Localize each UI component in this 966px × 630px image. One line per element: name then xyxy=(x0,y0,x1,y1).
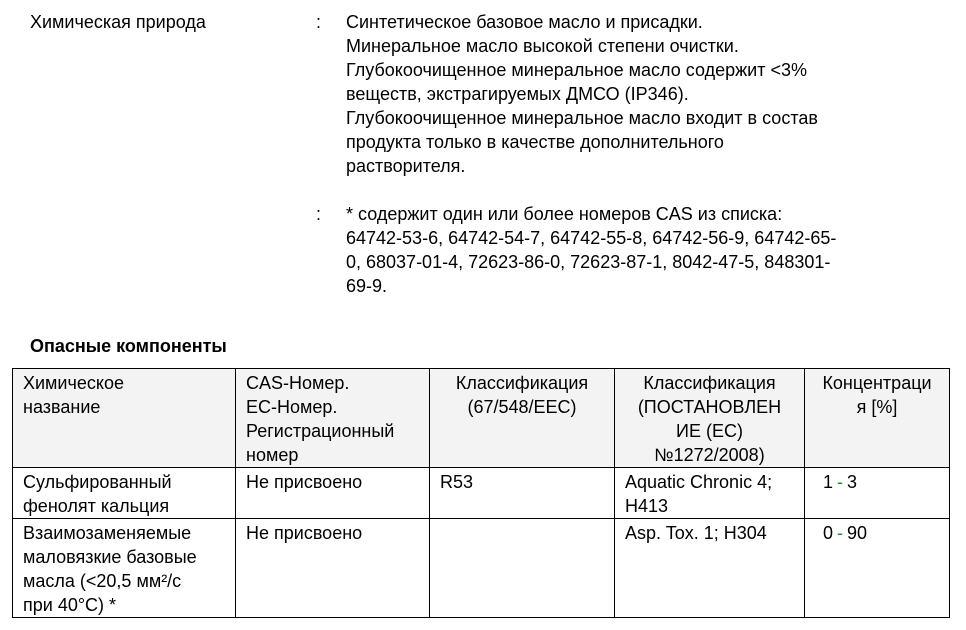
header-classification-eec: Классификация (67/548/EEC) xyxy=(430,369,615,468)
description-line: Минеральное масло высокой степени очистки. xyxy=(346,36,739,56)
cell-classification-eec: R53 xyxy=(430,468,615,519)
header-classification-clp: Классификация (ПОСТАНОВЛЕН ИЕ (ЕС) №1272/2008) xyxy=(615,369,805,468)
cell-concentration xyxy=(805,519,950,618)
cas-note-line: * содержит один или более номеров CAS из списка: xyxy=(346,204,783,224)
description-line: продукта только в качестве дополнительного xyxy=(346,132,724,152)
cell-classification-eec xyxy=(430,519,615,618)
chemical-nature-description xyxy=(346,10,936,178)
cell-cas-number: Не присвоено xyxy=(236,519,430,618)
header-cas-number: CAS-Номер. ЕС-Номер. Регистрационный номер xyxy=(236,369,430,468)
section-title: Опасные компоненты xyxy=(30,336,227,356)
table-row xyxy=(13,519,950,618)
cas-note-line: 69-9. xyxy=(346,276,388,296)
colon-separator: : xyxy=(316,204,322,224)
hazardous-components-table xyxy=(12,368,950,618)
description-line: Глубокоочищенное минеральное масло входит в состав xyxy=(346,108,818,128)
table-header-row xyxy=(13,369,950,468)
cell-chemical-name: Сульфированный фенолят кальция xyxy=(13,468,236,519)
cas-note-line: 64742-53-6, 64742-54-7, 64742-55-8, 64742-56-9, 64742-65- xyxy=(346,228,837,248)
description-line: Синтетическое базовое масло и присадки. xyxy=(346,12,703,32)
cas-note-line: 0, 68037-01-4, 72623-86-0, 72623-87-1, 8042-47-5, 848301- xyxy=(346,252,831,272)
header-chemical-name: Химическое название xyxy=(13,369,236,468)
header-concentration: Концентраци я [%] xyxy=(805,369,950,468)
cell-chemical-name: Взаимозаменяемые маловязкие базовые масла (<20,5 мм²/с при 40°C) * xyxy=(13,519,236,618)
concentration-low: 0 xyxy=(823,523,834,543)
chemical-nature-label: Химическая природа xyxy=(30,12,206,32)
cas-numbers-note xyxy=(346,202,936,298)
colon-separator: : xyxy=(316,12,322,32)
description-line: Глубокоочищенное минеральное масло содержит <3% xyxy=(346,60,807,80)
concentration-high: 90 xyxy=(847,523,868,543)
concentration-dash: - xyxy=(837,472,844,492)
table-row xyxy=(13,468,950,519)
cell-concentration xyxy=(805,468,950,519)
description-line: веществ, экстрагируемых ДМСО (IP346). xyxy=(346,84,689,104)
concentration-high: 3 xyxy=(847,472,858,492)
cell-cas-number: Не присвоено xyxy=(236,468,430,519)
cell-classification-clp: Asp. Tox. 1; H304 xyxy=(615,519,805,618)
concentration-dash: - xyxy=(837,523,844,543)
description-line: растворителя. xyxy=(346,156,466,176)
cell-classification-clp: Aquatic Chronic 4; H413 xyxy=(615,468,805,519)
concentration-low: 1 xyxy=(823,472,834,492)
